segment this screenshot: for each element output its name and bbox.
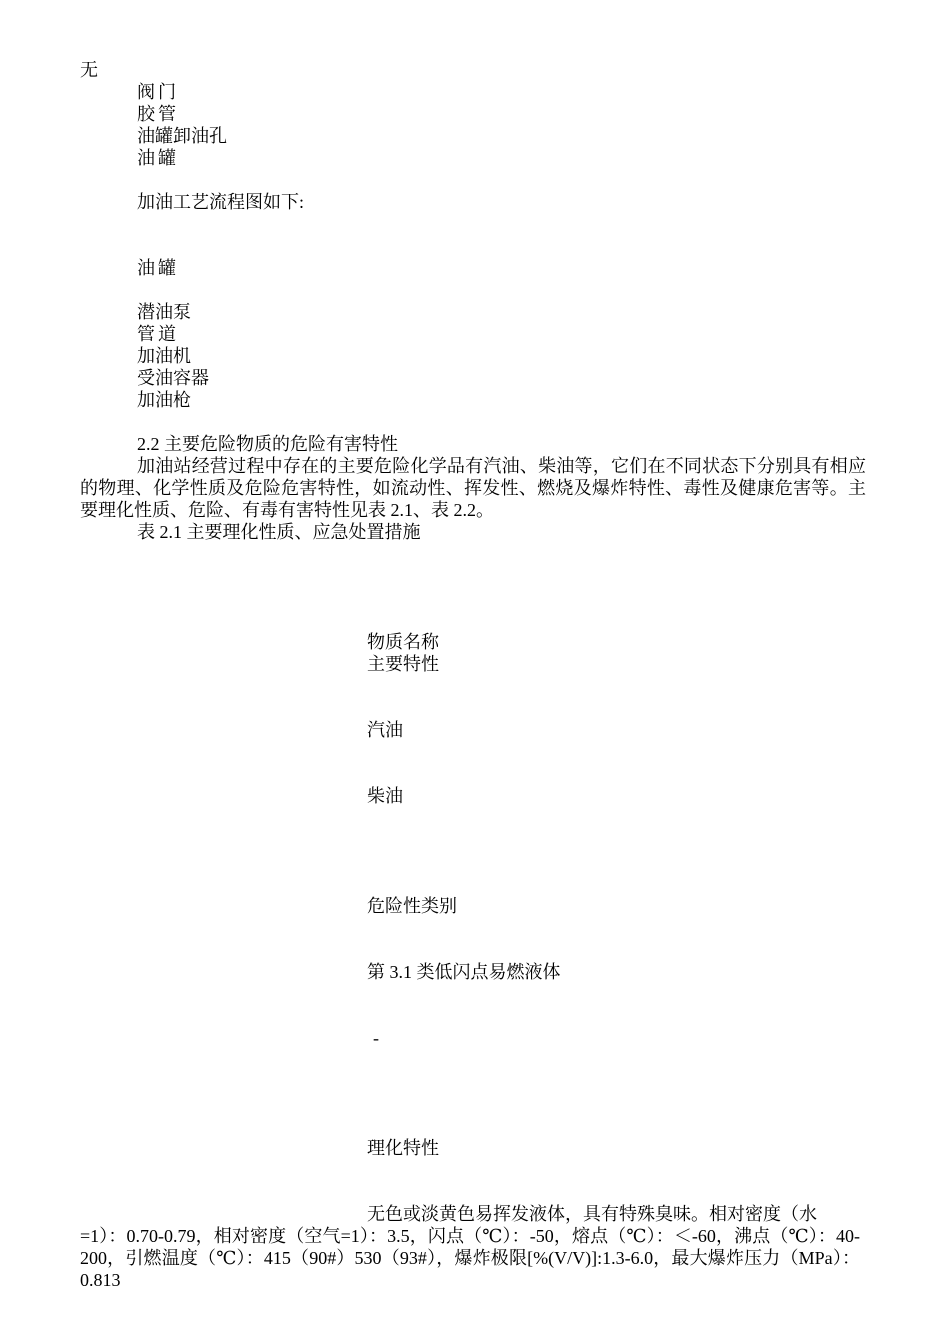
table-phys-label: 理化特性	[367, 1138, 439, 1158]
table-hazard-value: 第 3.1 类低闪点易燃液体	[367, 962, 561, 982]
table-substance-diesel: 柴油	[367, 786, 403, 806]
flow-title: 加油工艺流程图如下:	[137, 192, 305, 212]
table-phys-rest: =1）：0.70-0.79，相对密度（空气=1）：3.5，闪点（℃）：-50，熔点（℃）：＜-60，沸点（℃）：40-200，引燃温度（℃）：415（90#）530（93#），爆炸极限[%(V/V)]:1.3-6.0，最大爆炸压力（MPa）：0.813	[80, 1226, 860, 1290]
table-hazard-dash: -	[373, 1028, 379, 1048]
table-caption: 表 2.1 主要理化性质、应急处置措施	[137, 522, 421, 542]
table-header-feature: 主要特性	[367, 654, 439, 674]
process-item-unload-port: 油罐卸油孔	[137, 126, 227, 146]
table-phys-first-line: 无色或淡黄色易挥发液体，具有特殊臭味。相对密度（水	[367, 1204, 817, 1224]
flow-item-dispenser: 加油机	[137, 346, 191, 366]
table-hazard-label: 危险性类别	[367, 896, 457, 916]
process-item-valve: 阀门	[137, 82, 179, 102]
table-substance-gasoline: 汽油	[367, 720, 403, 740]
flow-item-pump: 潜油泵	[137, 302, 191, 322]
flow-item-nozzle: 加油枪	[137, 390, 191, 410]
process-item-hose: 胶管	[137, 104, 179, 124]
top-line: 无	[80, 60, 98, 80]
section-paragraph: 加油站经营过程中存在的主要危险化学品有汽油、柴油等，它们在不同状态下分别具有相应的物理、化学性质及危险危害特性，如流动性、挥发性、燃烧及爆炸特性、毒性及健康危害等。主要理化性质、危险、有毒有害特性见表 2.1、表 2.2。	[80, 456, 866, 520]
table-header-name: 物质名称	[367, 632, 439, 652]
section-title: 2.2 主要危险物质的危险有害特性	[137, 434, 398, 454]
flow-item-pipe: 管道	[137, 324, 179, 344]
flow-tank: 油罐	[137, 258, 179, 278]
flow-item-container: 受油容器	[137, 368, 209, 388]
process-item-tank: 油罐	[137, 148, 179, 168]
